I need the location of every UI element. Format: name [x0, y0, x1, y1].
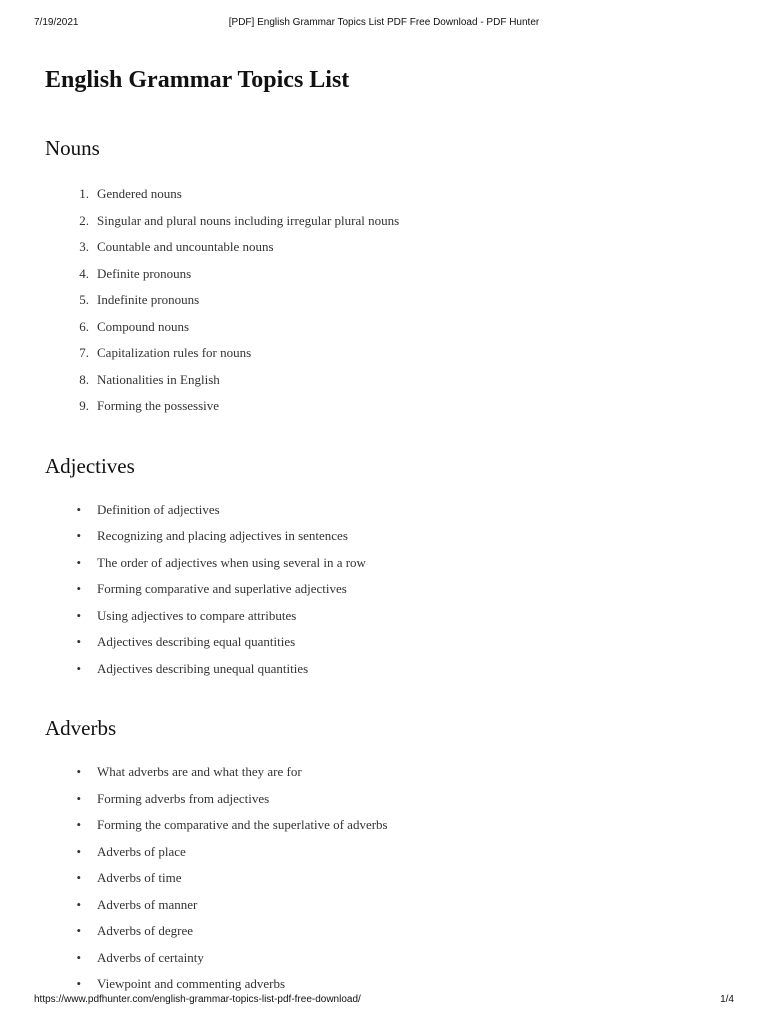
list-item-text: Forming the possessive — [97, 398, 220, 413]
list-number: 2. — [79, 212, 89, 228]
list-item-text: Adjectives describing unequal quantities — [97, 660, 309, 676]
list-item-text: Gendered nouns — [97, 186, 182, 201]
list-item — [45, 812, 725, 839]
list-item-text: Recognizing and placing adjectives in sentences — [97, 528, 348, 543]
list-item-text: Definite pronouns — [97, 265, 192, 281]
bullet-icon: • — [76, 870, 81, 885]
list-item-text: Nationalities in English — [97, 371, 220, 387]
list-item-text: Countable and uncountable nouns — [97, 239, 274, 254]
list-item — [45, 865, 725, 892]
list-item — [45, 234, 725, 261]
section-nouns — [45, 136, 725, 420]
list-item — [45, 550, 725, 577]
list-item — [45, 656, 725, 683]
list-item — [45, 603, 725, 630]
topic-list — [45, 497, 725, 683]
list-item-text: The order of adjectives when using several in a row — [97, 554, 366, 570]
print-footer — [0, 994, 768, 1008]
list-item — [45, 393, 725, 420]
list-item — [45, 287, 725, 314]
bullet-icon: • — [76, 790, 81, 806]
bullet-icon: • — [76, 949, 81, 965]
list-number: 5. — [79, 292, 89, 307]
bullet-icon: • — [76, 554, 81, 570]
list-item-text: Forming the comparative and the superlative of adverbs — [97, 817, 388, 832]
page-title: English Grammar Topics List — [45, 67, 350, 93]
list-item-text: Adverbs of manner — [97, 896, 198, 912]
bullet-icon: • — [76, 764, 81, 779]
section-heading: Adjectives — [45, 453, 135, 478]
list-number: 8. — [79, 371, 89, 387]
list-number: 3. — [79, 239, 89, 254]
print-doc-title: [PDF] English Grammar Topics List PDF Free Download - PDF Hunter — [228, 17, 540, 28]
list-item-text: Singular and plural nouns including irregular plural nouns — [97, 212, 400, 228]
list-number: 1. — [79, 186, 89, 201]
list-item-text: Viewpoint and commenting adverbs — [97, 976, 286, 991]
bullet-icon: • — [76, 923, 81, 938]
bullet-icon: • — [76, 528, 81, 543]
list-item-text: Compound nouns — [97, 318, 190, 334]
list-item — [45, 945, 725, 972]
page-number: 1/4 — [720, 994, 734, 1005]
document-body — [45, 60, 725, 998]
list-item — [45, 208, 725, 235]
bullet-icon: • — [76, 976, 81, 991]
bullet-icon: • — [76, 607, 81, 623]
list-number: 6. — [79, 318, 89, 334]
list-item — [45, 839, 725, 866]
section-adjectives — [45, 454, 725, 683]
list-item-text: Adverbs of degree — [97, 923, 194, 938]
list-item-text: Capitalization rules for nouns — [97, 345, 252, 360]
section-heading: Nouns — [45, 136, 100, 160]
bullet-icon: • — [76, 660, 81, 676]
print-header — [0, 12, 768, 26]
list-item-text: Definition of adjectives — [97, 501, 220, 517]
list-item — [45, 629, 725, 656]
list-item — [45, 786, 725, 813]
list-item-text: Adverbs of certainty — [97, 949, 204, 965]
topic-list — [45, 181, 725, 420]
bullet-icon: • — [76, 843, 81, 859]
bullet-icon: • — [76, 501, 81, 517]
bullet-icon: • — [76, 896, 81, 912]
list-item — [45, 314, 725, 341]
list-item-text: Indefinite pronouns — [97, 292, 200, 307]
bullet-icon: • — [76, 634, 81, 649]
list-item — [45, 340, 725, 367]
list-number: 4. — [79, 265, 89, 281]
list-item-text: Adverbs of time — [97, 870, 182, 885]
section-adverbs — [45, 716, 725, 998]
bullet-icon: • — [76, 581, 81, 596]
list-item — [45, 261, 725, 288]
topic-list — [45, 759, 725, 998]
list-item-text: What adverbs are and what they are for — [97, 764, 302, 779]
list-item-text: Adverbs of place — [97, 843, 186, 859]
list-item — [45, 497, 725, 524]
section-heading: Adverbs — [45, 716, 117, 740]
list-item — [45, 523, 725, 550]
list-item — [45, 892, 725, 919]
print-date: 7/19/2021 — [34, 17, 79, 28]
list-item-text: Using adjectives to compare attributes — [97, 607, 297, 623]
list-item-text: Adjectives describing equal quantities — [97, 634, 296, 649]
list-item-text: Forming adverbs from adjectives — [97, 790, 270, 806]
list-item — [45, 181, 725, 208]
list-item — [45, 918, 725, 945]
bullet-icon: • — [76, 817, 81, 832]
list-item-text: Forming comparative and superlative adjectives — [97, 581, 347, 596]
list-number: 9. — [79, 398, 89, 413]
list-item — [45, 759, 725, 786]
list-number: 7. — [79, 345, 89, 360]
print-url: https://www.pdfhunter.com/english-grammar-topics-list-pdf-free-download/ — [34, 994, 361, 1005]
list-item — [45, 576, 725, 603]
list-item — [45, 367, 725, 394]
